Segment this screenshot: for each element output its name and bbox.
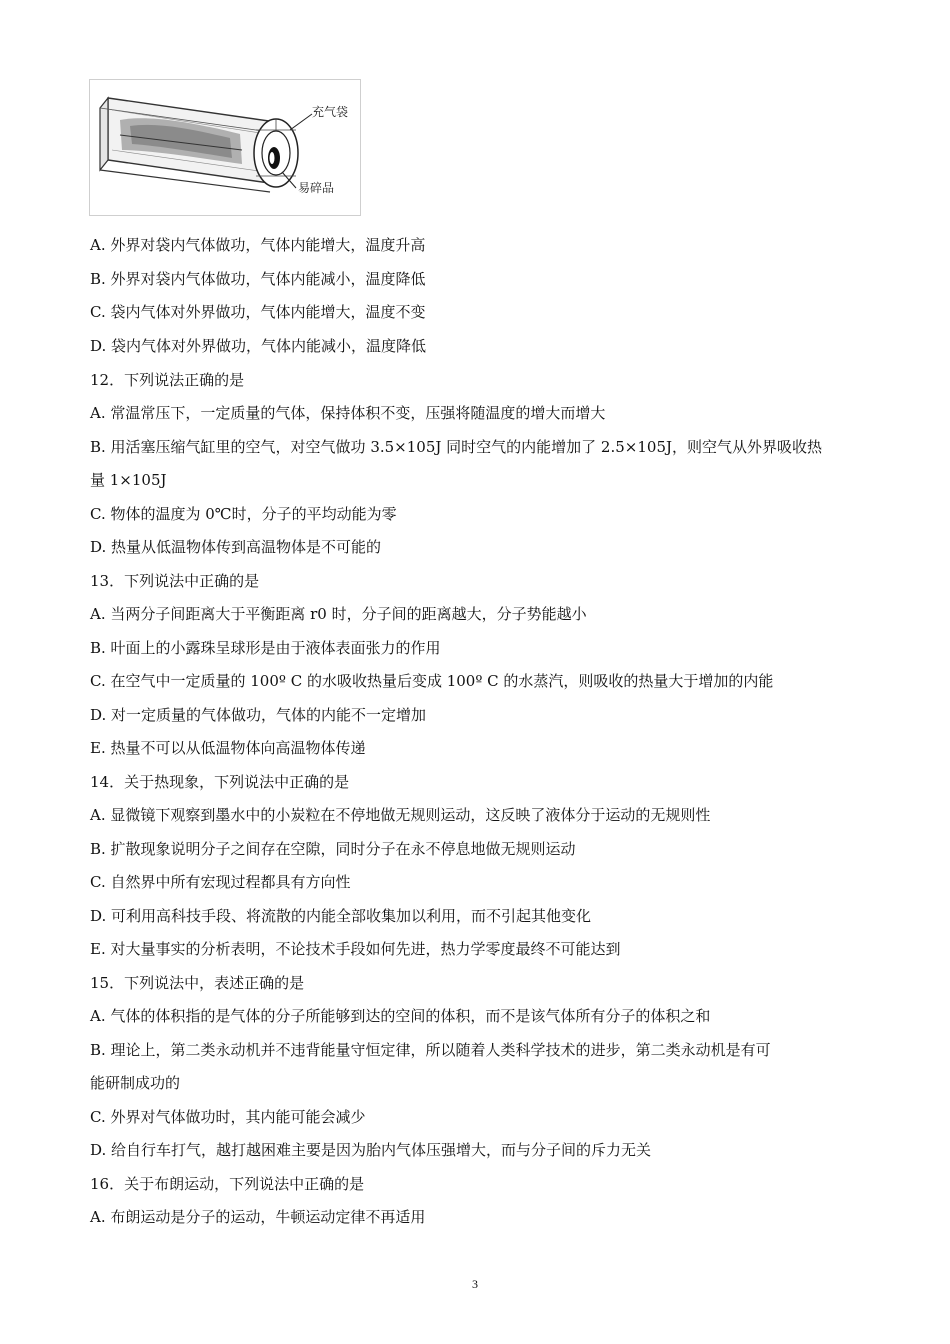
- option-line: D. 给自行车打气，越打越困难主要是因为胎内气体压强增大，而与分子间的斥力无关: [90, 1141, 652, 1159]
- option-line: A. 气体的体积指的是气体的分子所能够到达的空间的体积，而不是该气体所有分子的体积之和: [90, 1007, 711, 1025]
- question-14-stem: 14．关于热现象，下列说法中正确的是: [90, 773, 350, 791]
- option-line: C. 外界对气体做功时，其内能可能会减少: [90, 1108, 366, 1126]
- question-15-stem: 15．下列说法中，表述正确的是: [90, 974, 305, 992]
- option-line: B. 叶面上的小露珠呈球形是由于液体表面张力的作用: [90, 639, 441, 657]
- packaging-figure: [89, 79, 361, 216]
- option-line: C. 自然界中所有宏现过程都具有方向性: [90, 873, 351, 891]
- figure-label-fragile-item: 易碎品: [298, 181, 335, 195]
- option-line: A. 布朗运动是分子的运动，牛顿运动定律不再适用: [90, 1208, 426, 1226]
- option-line: A. 外界对袋内气体做功，气体内能增大，温度升高: [90, 236, 426, 254]
- option-line: E. 热量不可以从低温物体向高温物体传递: [90, 739, 366, 757]
- question-16-stem: 16．关于布朗运动，下列说法中正确的是: [90, 1175, 365, 1193]
- question-13-stem: 13．下列说法中正确的是: [90, 572, 260, 590]
- option-line: D. 对一定质量的气体做功，气体的内能不一定增加: [90, 706, 427, 724]
- option-line: A. 显微镜下观察到墨水中的小炭粒在不停地做无规则运动，这反映了液体分于运动的无规则性: [90, 806, 711, 824]
- option-line: C. 袋内气体对外界做功，气体内能增大，温度不变: [90, 303, 426, 321]
- option-line: B. 扩散现象说明分子之间存在空隙，同时分子在永不停息地做无规则运动: [90, 840, 576, 858]
- option-line-continued: 能研制成功的: [90, 1074, 181, 1092]
- option-line: A. 常温常压下，一定质量的气体，保持体积不变，压强将随温度的增大而增大: [90, 404, 606, 422]
- figure-label-air-bag: 充气袋: [312, 105, 349, 119]
- option-line: D. 可利用高科技手段、将流散的内能全部收集加以利用，而不引起其他变化: [90, 907, 592, 925]
- option-line: C. 在空气中一定质量的 100º C 的水吸收热量后变成 100º C 的水蒸汽，则吸收的热量大于增加的内能: [90, 672, 774, 690]
- option-line: B. 外界对袋内气体做功，气体内能减小，温度降低: [90, 270, 426, 288]
- option-line: C. 物体的温度为 0℃时，分子的平均动能为零: [90, 505, 397, 523]
- option-line: D. 袋内气体对外界做功，气体内能减小，温度降低: [90, 337, 427, 355]
- option-line: A. 当两分子间距离大于平衡距离 r0 时，分子间的距离越大，分子势能越小: [90, 605, 587, 623]
- option-line: D. 热量从低温物体传到高温物体是不可能的: [90, 538, 382, 556]
- page-number: 3: [472, 1277, 478, 1291]
- option-line: B. 理论上，第二类永动机并不违背能量守恒定律，所以随着人类科学技术的进步，第二类永动机是有可: [90, 1041, 771, 1059]
- air-bag-cylinder-illustration: [90, 80, 360, 215]
- question-12-stem: 12．下列说法正确的是: [90, 371, 245, 389]
- option-line: E. 对大量事实的分析表明，不论技术手段如何先进，热力学零度最终不可能达到: [90, 940, 621, 958]
- option-line: B. 用活塞压缩气缸里的空气，对空气做功 3.5×105J 同时空气的内能增加了 2.5×105J，则空气从外界吸收热: [90, 438, 823, 456]
- option-line-continued: 量 1×105J: [90, 471, 167, 489]
